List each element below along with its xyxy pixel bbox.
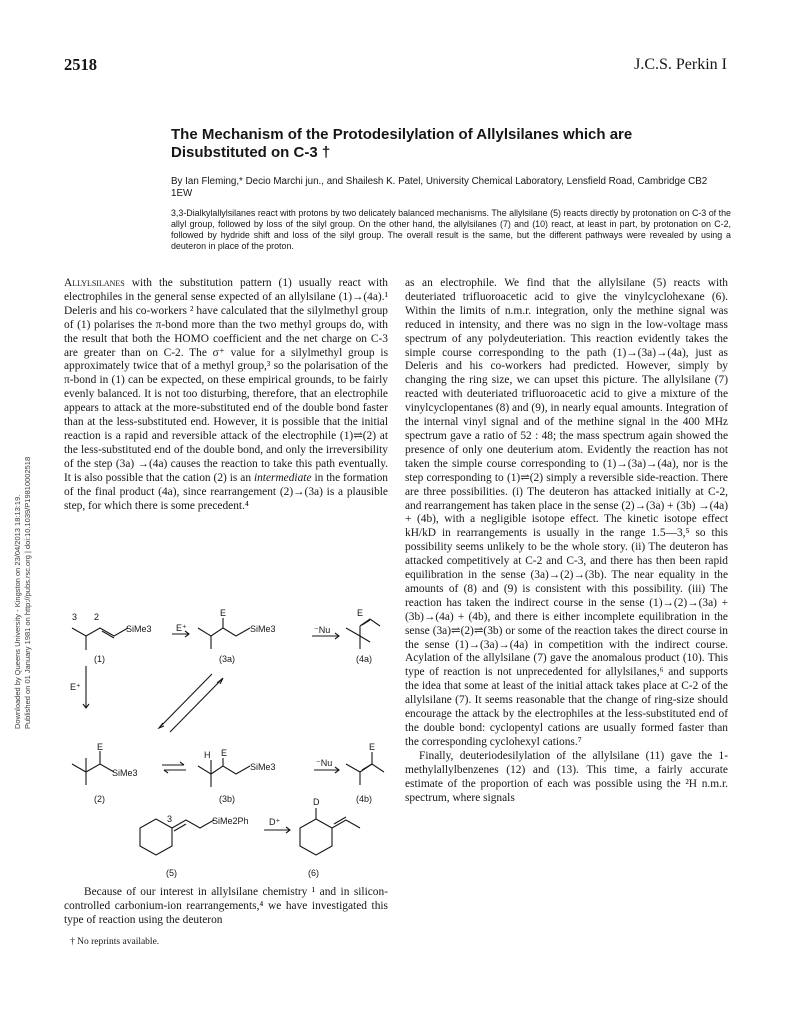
lead-word: Allylsilanes — [64, 277, 125, 289]
scheme-e-3b: E — [221, 748, 228, 758]
journal-name: J.C.S. Perkin I — [634, 56, 727, 73]
scheme-label-4b: (4b) — [356, 794, 373, 804]
abstract: 3,3-Dialkylallylsilanes react with protons by two delicately balanced mechanisms. The allylsilane (5) reacts directly by protonation on C-3 of the allyl group, followed by loss of the silyl group. On the other hand, the allylsilanes (7) and (10) react, at least in part, by protonation on C-2, followed by hydride shift and loss of the silyl group. The overall result is the same, but the different pathways were revealed by using a deuteron in place of the proton. — [171, 208, 731, 251]
right-paragraph-2: Finally, deuteriodesilylation of the allylsilane (11) gave the 1-methylallylbenzenes (12) and (13). This time, a fairly accurate estimate of the proportion of each was possible using the ²H n.m.r. spectrum, where signals — [405, 749, 728, 804]
left-column — [64, 277, 388, 513]
scheme-label-num3: 3 — [72, 612, 78, 622]
left-bottom-paragraph — [64, 886, 388, 928]
reaction-scheme — [64, 598, 394, 888]
left-text-b: in the formation of the final product (4a), since rearrangement (2)→(3a) is a plausible step, for which there is some precedent.⁴ — [64, 471, 388, 512]
scheme-nu-1: ⁻Nu — [314, 625, 331, 635]
scheme-sime2ph: SiMe2Ph — [212, 816, 249, 826]
download-note-line-2: Published on 01 January 1981 on http://pubs.rsc.org | doi:10.1039/P19810002518 — [22, 456, 32, 729]
scheme-e-4a: E — [357, 608, 364, 618]
right-paragraph-1: as an electrophile. We find that the allylsilane (5) reacts with deuteriated trifluoroacetic acid to give the vinylcyclohexane (6). Within the limits of n.m.r. integration, only the methine signal was reduced in intensity, and there was no sign in the low-voltage mass spectrum of any polydeuteriation. This reaction evidently takes the simple course corresponding to the path (1)→(3a)→(4a), just as Deleris and his co-workers had predicted. However, simply by changing the ring size, we can upset this picture. The allylsilane (7) reacted with deuteriated trifluoroacetic acid to give a mixture of the vinylcyclopentanes (8) and (9), in nearly equal amounts. Integration of the internal vinyl signal and of the methine signal in the 400 MHz spectrum gave a ratio of 52 : 48; the mass spectrum again showed the presence of only one deuterium atom. Evidently the reaction has not taken the simple course corresponding to (1)→(3a)→(4a), nor is the step corresponding to (1)⇌(2) simply a reversible side-reaction. There are three possibilities. (i) The deuteron has attacked initially at C-2, and rearrangement has taken place in the sense (2)→(3a) + (3b) →(4a) + (4b), with a negligible isotope effect. The kinetic isotope effect kH/kD in rearrangements is usually in the range 1.5—3,⁵ so this possibility seems unlikely to be the whole story. (ii) The deuteron has attacked competitively at C-2 and C-3, and there has then been rapid equilibration in the sense (3a)→(2)→(3b). The near equality in the amounts of (8) and (9) is consistent with this possibility. (iii) The reaction has taken the indirect course in the sense (1)→(2)→(3a) + (3b)→(4a) + (4b), and there is either incomplete equilibration in the sense (3a)⇌(2)⇌(3b) or some of the reaction takes the direct course in the sense (1)→(3a)→(4a) in competition with the indirect course. Acylation of the allylsilane (7) gave the anomalous product (10). This type of reaction is not unprecedented for allylsilanes,⁶ and supports the idea that some at least of the initial attack takes place at C-2 of the allylsilane (7). It seems reasonable that the change of ring-size should encourage the attack by the electrophiles at the less-substituted end of the double bond: cyclopentyl cations are usually formed faster than the corresponding cyclohexyl cations.⁷ — [405, 277, 729, 748]
scheme-label-1: (1) — [94, 654, 105, 664]
scheme-label-num2: 2 — [94, 612, 100, 622]
author-line: By Ian Fleming,* Decio Marchi jun., and Shailesh K. Patel, University Chemical Laboratory, Lensfield Road, Cambridge CB2 1EW — [171, 176, 708, 199]
left-text-a: with the substitution pattern (1) usually react with electrophiles in the general sense expected of an allylsilane (1)→(4a).¹ Deleris and his co-workers ² have calculated that the silylmethyl group of (1) polarises the π-bond more than the two methyl groups do, with the result that both the HOMO coefficient and the net charge on C-3 are greater than on C-2. The σ⁺ value for a silylmethyl group is approximately twice that of a methyl group,³ so the polarisation of the π-bond in (1) can be expected, on these empirical grounds, to be fairly evenly balanced. It is not too disturbing, therefore, that an electrophile appears to attack at the more-substituted end of the double bond faster than at the less-substituted end. However, it is possible that the initial reaction is a rapid and reversible attack of the electrophile (1)⇌(2) at the less-substituted end of the double bond, and only the irreversibility of the step (3a) →(4a) causes the reaction to take this path eventually. It is also possible that the cation (2) is an — [64, 277, 388, 484]
emphasis: intermediate — [253, 471, 312, 484]
scheme-h-3b: H — [204, 750, 211, 760]
scheme-sime3-3a: SiMe3 — [250, 624, 276, 634]
scheme-eplus-2: E⁺ — [70, 682, 81, 692]
scheme-label-5: (5) — [166, 868, 177, 878]
scheme-sime3-2: SiMe3 — [112, 768, 138, 778]
scheme-dplus: D⁺ — [269, 817, 281, 827]
left-paragraph — [64, 277, 388, 513]
scheme-eplus-1: E⁺ — [176, 623, 187, 633]
scheme-label-6: (6) — [308, 868, 319, 878]
scheme-num3-5: 3 — [167, 814, 173, 824]
left-bottom-text: Because of our interest in allylsilane chemistry ¹ and in silicon-controlled carbonium-ion rearrangements,⁴ we have investigated this type of reaction using the deuteron — [64, 886, 388, 926]
download-note-line-1: Downloaded by Queens University - Kingston on 23/04/2013 18:13:19. — [13, 494, 22, 729]
scheme-d: D — [313, 797, 320, 807]
download-note — [13, 229, 32, 729]
page-number: 2518 — [64, 55, 97, 74]
footnote: † No reprints available. — [70, 937, 160, 947]
scheme-label-4a: (4a) — [356, 654, 373, 664]
scheme-label-3b: (3b) — [219, 794, 236, 804]
right-column — [405, 277, 728, 805]
article-title: The Mechanism of the Protodesilylation of Allylsilanes which are Disubstituted on C-3 † — [171, 126, 633, 161]
scheme-label-2: (2) — [94, 794, 105, 804]
scheme-nu-2: ⁻Nu — [316, 758, 333, 768]
scheme-e-2: E — [97, 742, 104, 752]
scheme-label-3a: (3a) — [219, 654, 236, 664]
scheme-sime3-3b: SiMe3 — [250, 762, 276, 772]
scheme-sime3-1: SiMe3 — [126, 624, 152, 634]
scheme-e-3a: E — [220, 608, 227, 618]
scheme-e-4b: E — [369, 742, 376, 752]
